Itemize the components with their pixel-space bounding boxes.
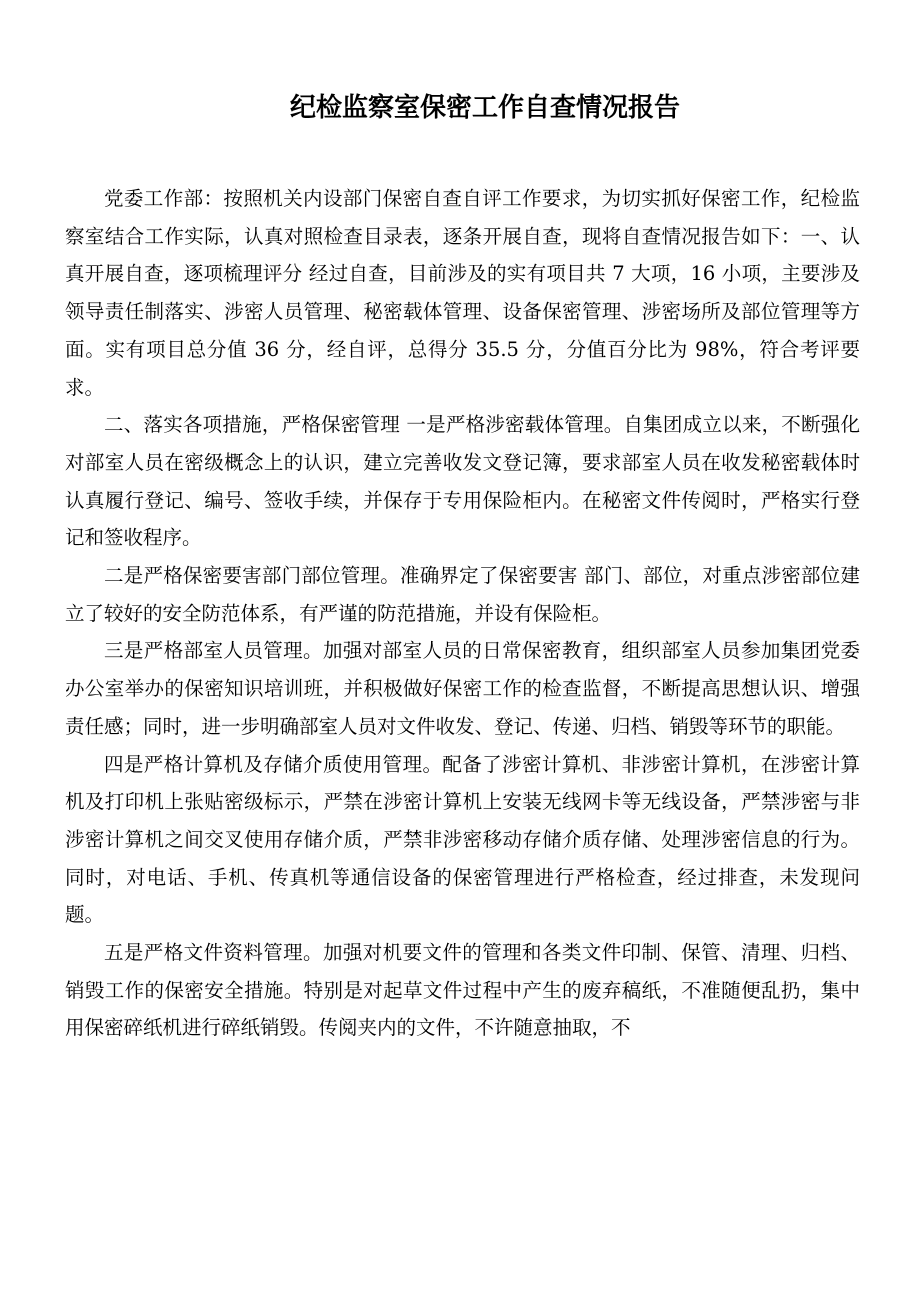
document-title: 纪检监察室保密工作自查情况报告 (289, 93, 680, 123)
paragraph-key-locations: 二是严格保密要害部门部位管理。准确界定了保密要害 部门、部位，对重点涉密部位建立了较好的安全防范体系，有严谨的防范措施，并设有保险柜。 (65, 564, 860, 625)
document-body (65, 180, 860, 1047)
paragraph-intro: 党委工作部：按照机关内设部门保密自查自评工作要求，为切实抓好保密工作，纪检监察室结合工作实际，认真对照检查目录表，逐条开展自查，现将自查情况报告如下：一、认真开展自查，逐项梳理评分 经过自查，目前涉及的实有项目共 7 大项，16 小项，主要涉及领导责任制落实、涉密人员管理、秘密载体管理、设备保密管理、涉密场所及部位管理等方面。实有项目总分值 36 分，经自评，总得分 35.5 分，分值百分比为 98%，符合考评要求。 (65, 187, 860, 399)
paragraph-personnel-management: 三是严格部室人员管理。加强对部室人员的日常保密教育，组织部室人员参加集团党委办公室举办的保密知识培训班，并积极做好保密工作的检查监督，不断提高思想认识、增强责任感；同时，进一步明确部室人员对文件收发、登记、传递、归档、销毁等环节的职能。 (65, 639, 860, 738)
paragraph-document-management: 五是严格文件资料管理。加强对机要文件的管理和各类文件印制、保管、清理、归档、销毁工作的保密安全措施。特别是对起草文件过程中产生的废弃稿纸，不准随便乱扔，集中用保密碎纸机进行碎纸销毁。传阅夹内的文件，不许随意抽取，不 (65, 941, 860, 1040)
paragraph-carrier-management: 二、落实各项措施，严格保密管理 一是严格涉密载体管理。自集团成立以来，不断强化对部室人员在密级概念上的认识，建立完善收发文登记簿，要求部室人员在收发秘密载体时认真履行登记、编号、签收手续，并保存于专用保险柜内。在秘密文件传阅时，严格实行登记和签收程序。 (65, 413, 860, 550)
paragraph-computer-management: 四是严格计算机及存储介质使用管理。配备了涉密计算机、非涉密计算机，在涉密计算机及打印机上张贴密级标示，严禁在涉密计算机上安装无线网卡等无线设备，严禁涉密与非涉密计算机之间交叉使用存储介质，严禁非涉密移动存储介质存储、处理涉密信息的行为。同时，对电话、手机、传真机等通信设备的保密管理进行严格检查，经过排查，未发现问题。 (65, 752, 860, 927)
